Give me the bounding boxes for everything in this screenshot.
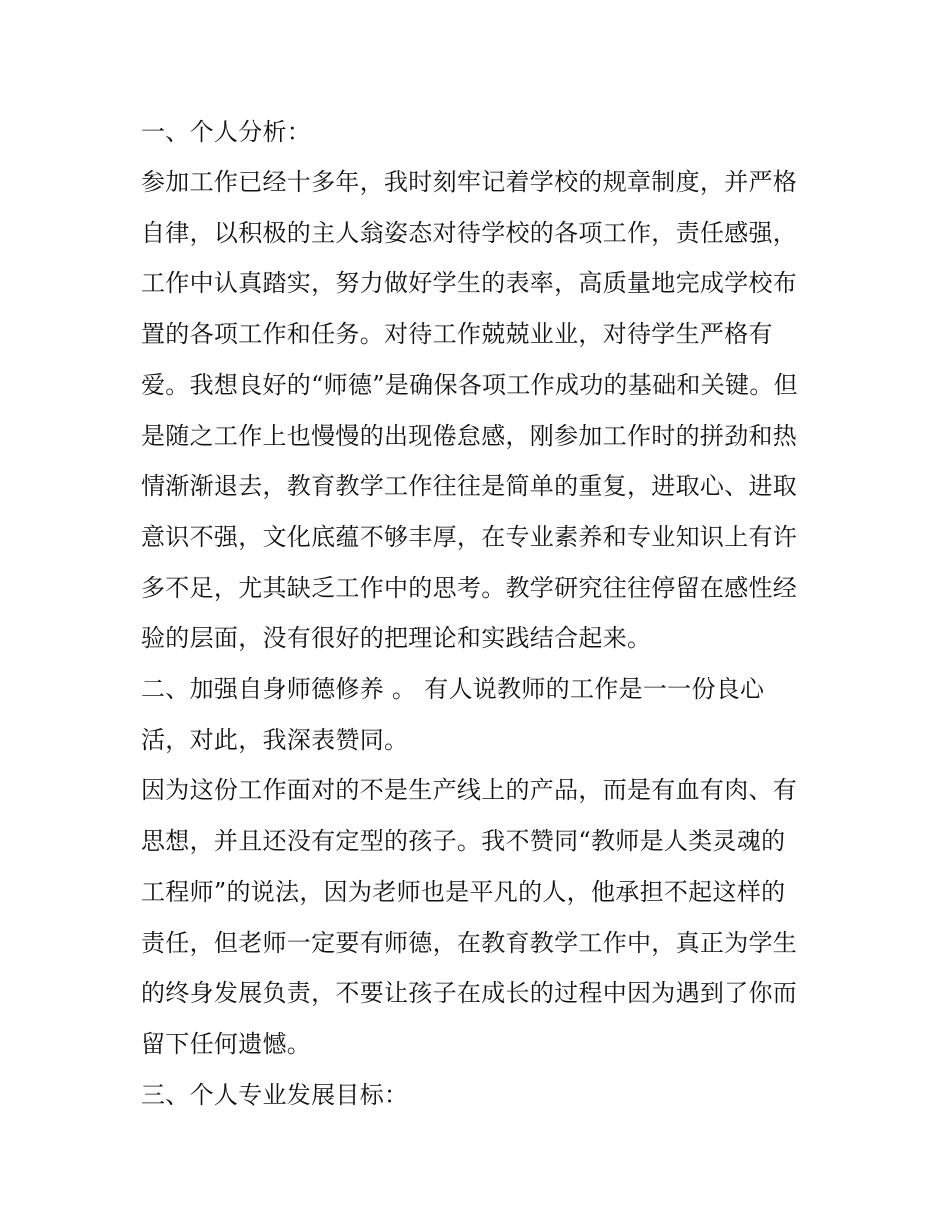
paragraph-line: 责任，但老师一定要有师德，在教育教学工作中，真正为学生	[141, 929, 798, 957]
paragraph-line: 参加工作已经十多年，我时刻牢记着学校的规章制度，并严格	[141, 168, 798, 196]
paragraph-line: 置的各项工作和任务。对待工作兢兢业业，对待学生严格有	[141, 320, 773, 348]
paragraph-line: 工程师”的说法，因为老师也是平凡的人，他承担不起这样的	[141, 878, 786, 906]
section-heading-personal-analysis: 一、个人分析：	[141, 118, 312, 146]
paragraph-line: 思想，并且还没有定型的孩子。我不赞同“教师是人类灵魂的	[141, 827, 786, 855]
paragraph-line: 因为这份工作面对的不是生产线上的产品，而是有血有肉、有	[141, 776, 798, 804]
section-heading-professional-goals: 三、个人专业发展目标：	[141, 1081, 409, 1109]
paragraph-line: 意识不强，文化底蕴不够丰厚，在专业素养和专业知识上有许	[141, 523, 798, 551]
paragraph-line: 验的层面，没有很好的把理论和实践结合起来。	[141, 624, 652, 652]
paragraph-line: 工作中认真踏实，努力做好学生的表率，高质量地完成学校布	[141, 269, 798, 297]
paragraph-line: 留下任何遗憾。	[141, 1030, 312, 1058]
section-heading-ethics: 二、加强自身师德修养 。 有人说教师的工作是一一份良心	[141, 675, 765, 703]
paragraph-line: 自律，以积极的主人翁姿态对待学校的各项工作，责任感强，	[141, 219, 798, 247]
paragraph-line: 情渐渐退去，教育教学工作往往是简单的重复，进取心、进取	[141, 472, 798, 500]
paragraph-line: 的终身发展负责，不要让孩子在成长的过程中因为遇到了你而	[141, 979, 798, 1007]
paragraph-line: 多不足，尤其缺乏工作中的思考。教学研究往往停留在感性经	[141, 574, 798, 602]
paragraph-line: 是随之工作上也慢慢的出现倦怠感，刚参加工作时的拼劲和热	[141, 422, 798, 450]
paragraph-line: 爱。我想良好的“师德”是确保各项工作成功的基础和关键。但	[141, 371, 798, 399]
paragraph-line: 活，对此，我深表赞同。	[141, 726, 409, 754]
